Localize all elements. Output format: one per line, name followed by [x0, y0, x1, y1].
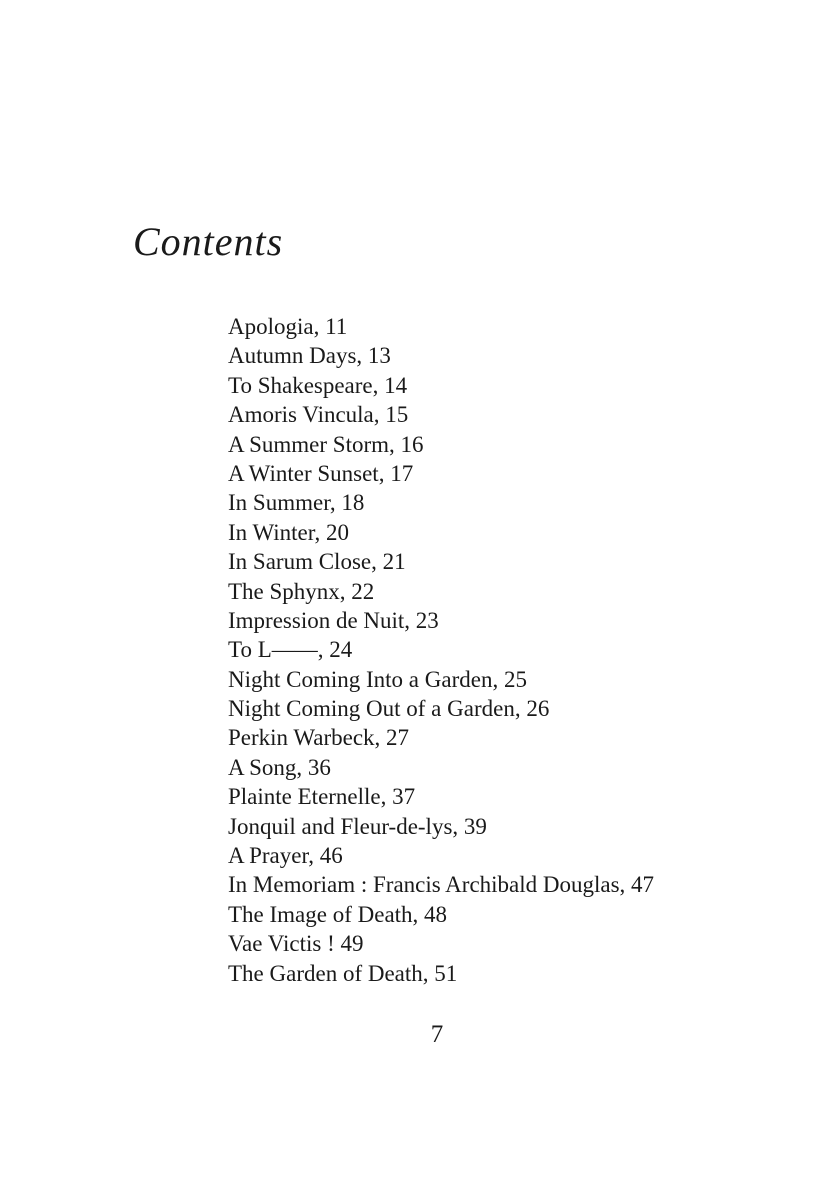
contents-entry: Night Coming Into a Garden, 25	[228, 666, 527, 692]
contents-entry: Jonquil and Fleur-de-lys, 39	[228, 813, 487, 839]
contents-heading: Contents	[133, 219, 284, 264]
contents-entry: In Memoriam : Francis Archibald Douglas, 47	[228, 872, 655, 898]
page-number: 7	[430, 1021, 444, 1048]
contents-entry: The Sphynx, 22	[228, 578, 375, 604]
contents-entry: A Song, 36	[228, 754, 331, 780]
contents-entry: Plainte Eternelle, 37	[228, 784, 416, 810]
contents-entry: Impression de Nuit, 23	[228, 607, 439, 633]
contents-entry: To L——, 24	[228, 637, 353, 663]
contents-entry: Apologia, 11	[228, 314, 348, 339]
contents-entry: Perkin Warbeck, 27	[228, 725, 410, 751]
contents-entry: Autumn Days, 13	[228, 343, 391, 369]
contents-entry: In Winter, 20	[228, 519, 350, 545]
contents-list	[228, 312, 654, 988]
contents-entry: The Image of Death, 48	[228, 901, 448, 927]
contents-entry: Amoris Vincula, 15	[228, 402, 409, 428]
contents-entry: The Garden of Death, 51	[228, 960, 458, 986]
contents-entry: In Summer, 18	[228, 490, 365, 516]
contents-entry: To Shakespeare, 14	[228, 372, 408, 398]
contents-entry: Night Coming Out of a Garden, 26	[228, 696, 550, 722]
contents-entry: A Summer Storm, 16	[228, 431, 424, 457]
contents-entry: A Winter Sunset, 17	[228, 460, 414, 486]
contents-entry: Vae Victis ! 49	[228, 931, 364, 957]
contents-entry: A Prayer, 46	[228, 843, 343, 869]
contents-entry: In Sarum Close, 21	[228, 549, 406, 575]
